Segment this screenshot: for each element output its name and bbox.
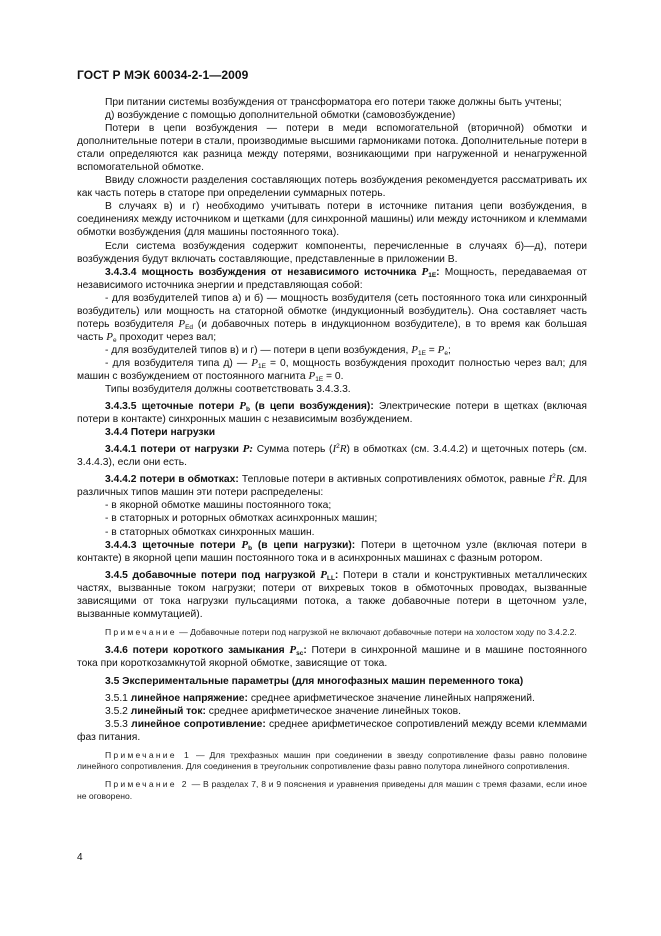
clause-3-4-3-5: 3.4.3.5 щеточные потери $P_b$ (в цепи возбуждения): Электрические потери в щетках (включая потери в контакте) синхронных машин с независимым возбуждением. [77, 400, 587, 426]
document-body [77, 96, 587, 808]
list-item: - для возбудителей типов в) и г) — потери в цепи возбуждения, $P_{1E} = P_e$; [105, 343, 451, 357]
paragraph: При питании системы возбуждения от трансформатора его потери также должны быть учтены; [105, 97, 562, 108]
section-heading: 3.5 Экспериментальные параметры (для многофазных машин переменного тока) [105, 675, 524, 687]
note: Примечание — Добавочные потери под нагрузкой не включают добавочные потери на холостом ходу по 3.4.2.2. [105, 626, 577, 637]
clause-3-4-6: 3.4.6 потери короткого замыкания $P_{sc}$: Потери в синхронной машине и в машине постоянного тока при короткозамкнутой якорной обмотке, зависящие от тока. [77, 644, 587, 670]
clause-text: Мощность, передаваемая от независимого источника энергии и представляющая собой: [77, 266, 587, 291]
list-item: - в статорных и роторных обмотках асинхронных машин; [105, 513, 378, 525]
symbol: $P_{1E}$ [421, 265, 437, 279]
paragraph: Если система возбуждения содержит компоненты, перечисленные в случаях б)—д), потери возбуждения будут включать составляющие, представленные в приложении В. [77, 240, 587, 265]
list-item: - для возбудителя типа д) — $P_{1E} = 0$, мощность возбуждения проходит полностью через вал; для машин с возбуждением от постоянного магнита $P_{1E} = 0$. [77, 356, 587, 383]
paragraph: Ввиду сложности разделения составляющих потерь возбуждения рекомендуется рассматривать их как часть потерь в статоре при определении суммарных потерь. [77, 175, 587, 200]
clause-3-4-4-1: 3.4.4.1 потери от нагрузки P: Сумма потерь $(I^2R)$ в обмотках (см. 3.4.4.2) и щеточных потерь (см. 3.4.4.3), если они есть. [77, 443, 587, 469]
clause-3-5-1: 3.5.1 линейное напряжение: среднее арифметическое значение линейных напряжений. [105, 692, 535, 704]
section-heading: 3.4.4 Потери нагрузки [105, 427, 216, 439]
note: Примечание 2 — В разделах 7, 8 и 9 пояснения и уравнения приведены для машин с тремя фазами, если иное не оговорено. [77, 778, 587, 801]
clause-3-4-3-4: 3.4.3.4 мощность возбуждения от независимого источника $P_{1E}$: Мощность, передаваемая от независимого источника энергии и представляющая собой: [77, 265, 587, 291]
clause-3-4-5: 3.4.5 добавочные потери под нагрузкой $P_{LL}$: Потери в стали и конструктивных металлических частях, вызванные током нагрузки; потери от вихревых токов в обмоточных проводах, вызванные зависящими от тока нагрузки пульсациями потока, а также добавочные потери в щеточном узле, вызванные коммутацией). [77, 568, 587, 620]
clause-term: мощность возбуждения от независимого источника [141, 266, 417, 278]
list-item: - в якорной обмотке машины постоянного тока; [105, 500, 332, 512]
clause-number: 3.4.3.4 [105, 266, 137, 278]
clause-3-5-2: 3.5.2 линейный ток: среднее арифметическое значение линейных токов. [105, 705, 462, 717]
paragraph: В случаях в) и г) необходимо учитывать потери в источнике питания цепи возбуждения, в соединениях между источником и щетками (для синхронной машины) или между источником и клеммами обмотки возбуждения (для машины постоянного тока). [77, 201, 587, 239]
clause-3-5-3: 3.5.3 линейное сопротивление: среднее арифметическое сопротивлений между всеми клеммами фаз питания. [77, 718, 587, 743]
clause-3-4-4-3: 3.4.4.3 щеточные потери $P_b$ (в цепи нагрузки): Потери в щеточном узле (включая потери в контакте) в якорной цепи машин постоянного тока и в асинхронных машинах с фазным ротором. [77, 538, 587, 564]
list-item: - для возбудителей типов а) и б) — мощность возбудителя (сеть постоянного тока или синхронный возбудитель) или мощность на статорной обмотке (индукционный возбудитель). Она составляет часть потерь возбудителя $P_{Ed}$ (и добавочных потерь в индукционном возбудителе), в то время как большая часть $P_e$ проходит через вал; [77, 292, 587, 344]
paragraph: Потери в цепи возбуждения — потери в меди вспомогательной (вторичной) обмотки и дополнительные потери в стали, производимые высшими гармониками потока. Дополнительные потери в стали определяются как разница между потерями, возникающими при нагруженной и ненагруженной вспомогательной обмотке. [77, 123, 587, 174]
paragraph: Типы возбудителя должны соответствовать 3.4.3.3. [105, 384, 351, 396]
clause-3-4-4-2: 3.4.4.2 потери в обмотках: Тепловые потери в активных сопротивлениях обмоток, равные $I^2R$. Для различных типов машин эти потери распределены: [77, 473, 587, 499]
note: Примечание 1 — Для трехфазных машин при соединении в звезду сопротивление фазы равно половине линейного сопротивления. Для соединения в треугольник сопротивление фазы равно полутора линейного сопротивления. [77, 749, 587, 772]
paragraph: д) возбуждение с помощью дополнительной обмотки (самовозбуждение) [105, 110, 456, 122]
list-item: - в статорных обмотках синхронных машин. [105, 526, 315, 538]
page-number: 4 [77, 852, 83, 863]
document-header: ГОСТ Р МЭК 60034-2-1—2009 [77, 68, 249, 82]
